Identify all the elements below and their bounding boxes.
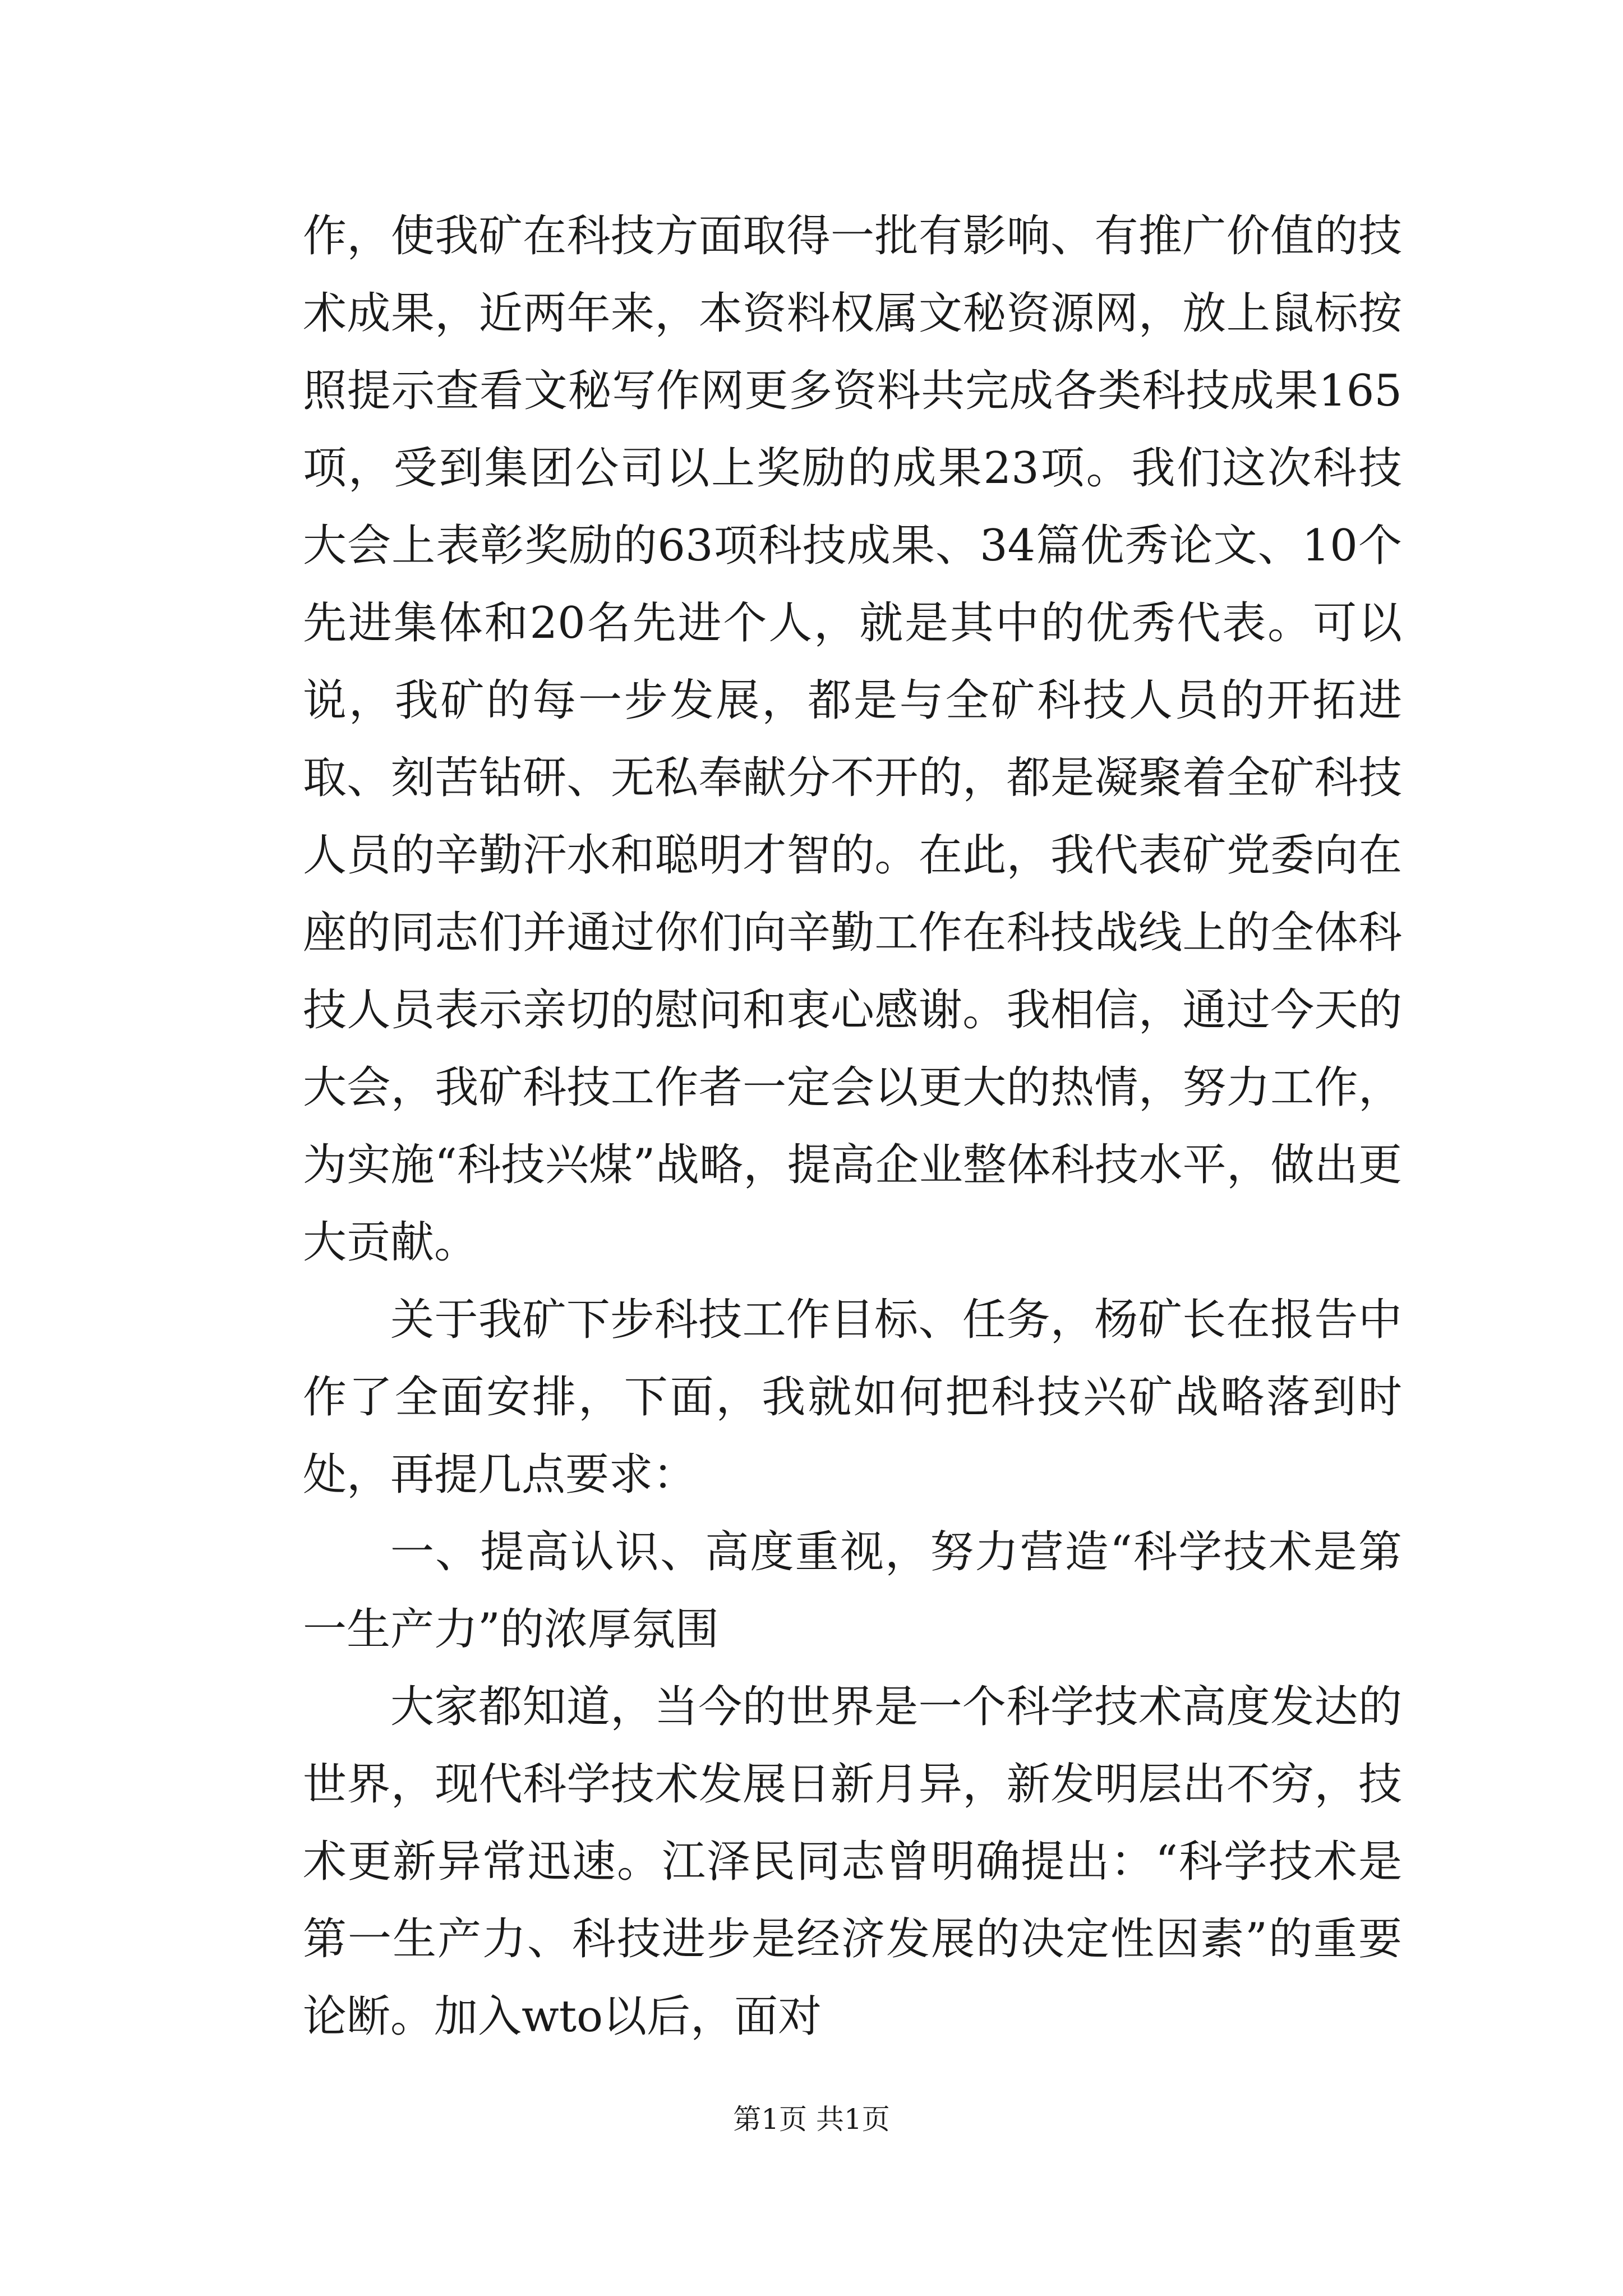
document-body [303,197,1402,2055]
paragraph-2: 关于我矿下步科技工作目标、任务，杨矿长在报告中作了全面安排，下面，我就如何把科技兴矿战略落到时处，再提几点要求： [303,1295,1402,1500]
paragraph-1: 作，使我矿在科技方面取得一批有影响、有推广价值的技术成果，近两年来，本资料权属文秘资源网，放上鼠标按照提示查看文秘写作网更多资料共完成各类科技成果165项，受到集团公司以上奖励的成果23项。我们这次科技大会上表彰奖励的63项科技成果、34篇优秀论文、10个先进集体和20名先进个人，就是其中的优秀代表。可以说，我矿的每一步发展，都是与全矿科技人员的开拓进取、刻苦钻研、无私奉献分不开的，都是凝聚着全矿科技人员的辛勤汗水和聪明才智的。在此，我代表矿党委向在座的同志们并通过你们向辛勤工作在科技战线上的全体科技人员表示亲切的慰问和衷心感谢。我相信，通过今天的大会，我矿科技工作者一定会以更大的热情，努力工作，为实施“科技兴煤”战略，提高企业整体科技水平，做出更大贡献。 [303,211,1402,1268]
section-heading-1: 一、提高认识、高度重视，努力营造“科学技术是第一生产力”的浓厚氛围 [303,1527,1402,1655]
paragraph-3: 大家都知道，当今的世界是一个科学技术高度发达的世界，现代科学技术发展日新月异，新发明层出不穷，技术更新异常迅速。江泽民同志曾明确提出：“科学技术是第一生产力、科技进步是经济发展的决定性因素”的重要论断。加入wto以后，面对 [303,1682,1402,2042]
page-footer: 第1页 共1页 [733,2103,890,2136]
